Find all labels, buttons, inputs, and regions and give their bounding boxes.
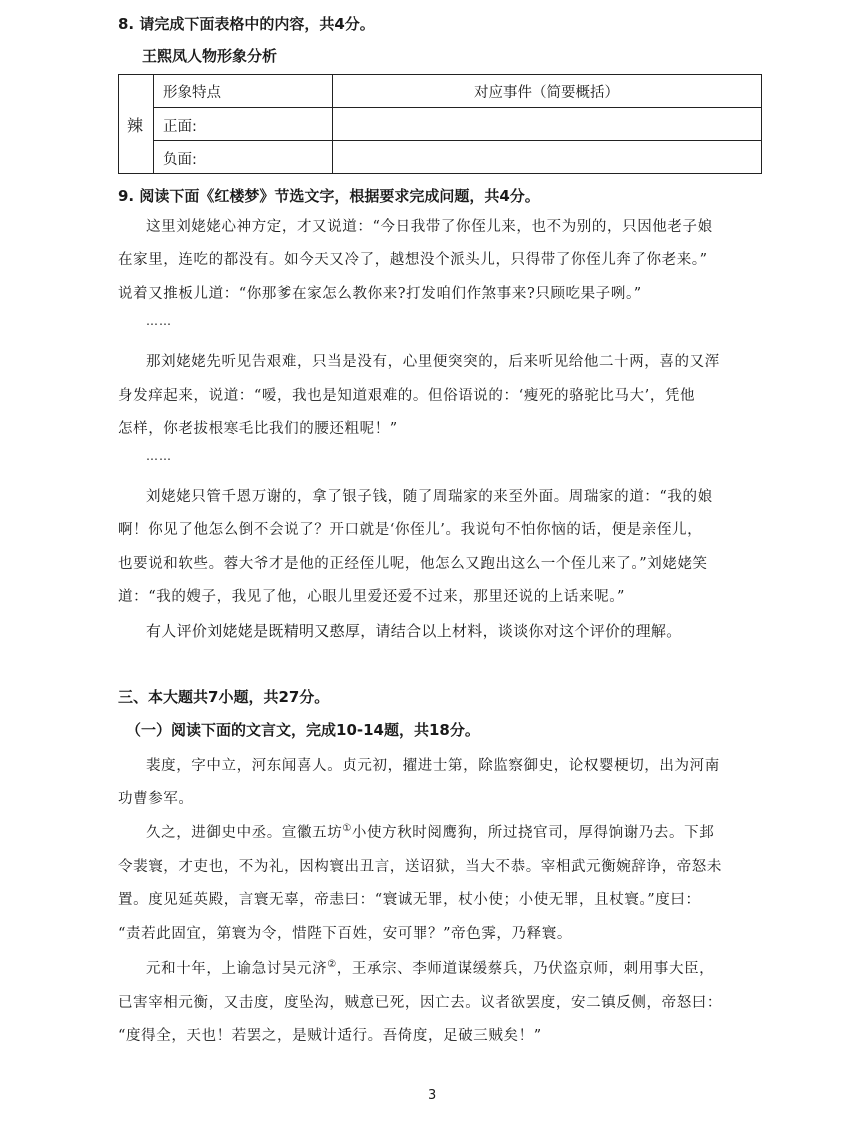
- q9-p2-line3: 怎样，你老拔根寒毛比我们的腰还粗呢！”: [118, 421, 398, 437]
- q9-p1-line1: 这里刘姥姥心神方定，才又说道：“今日我带了你侄儿来，也不为别的，只因他老子娘: [146, 219, 713, 235]
- s3-p2-line4: “责若此固宜，第寰为令，惜陛下百姓，安可罪？”帝色霁，乃释寰。: [118, 926, 572, 942]
- q9-p3-line3: 也要说和软些。蓉大爷才是他的正经侄儿呢，他怎么又跑出这么一个侄儿来了。”刘姥姥笑: [118, 556, 708, 572]
- footnote-marker-1: ①: [342, 823, 352, 835]
- footnote-marker-2: ②: [327, 959, 337, 971]
- s3-p2-line1-b: 小使方秋时阅鹰狗，所过挠官司，厚得饷谢乃去。下邽: [351, 825, 715, 841]
- table-row-positive: 正面:: [163, 119, 197, 135]
- page-number: 3: [428, 1088, 437, 1103]
- table-side-label: 辣: [127, 116, 144, 135]
- q9-p3-line4: 道：“我的嫂子，我见了他，心眼儿里爱还爱不过来，那里还说的上话来呢。”: [118, 589, 626, 605]
- s3-p2-line3: 置。度见延英殿，言寰无辜，帝恚曰：“寰诚无罪，杖小使；小使无罪，且杖寰。”度曰：: [118, 892, 701, 908]
- s3-p3-line2: 已害宰相元衡，又击度，度坠沟，贼意已死，因亡去。议者欲罢度，安二镇反侧，帝怒曰：: [118, 995, 722, 1011]
- q9-p3-line1: 刘姥姥只管千恩万谢的，拿了银子钱，随了周瑞家的来至外面。周瑞家的道：“我的娘: [146, 489, 713, 505]
- s3-p2-line1: [146, 821, 714, 842]
- table-row-negative: 负面:: [163, 152, 197, 168]
- analysis-table: [118, 74, 762, 174]
- s3-p3-line1: [146, 957, 714, 978]
- table-header-trait: 形象特点: [163, 85, 221, 101]
- s3-p2-line2: 令裴寰，才吏也，不为礼，因构寰出丑言，送诏狱，当大不恭。宰相武元衡婉辞诤，帝怒未: [118, 859, 722, 875]
- q9-p1-line3: 说着又推板儿道：“你那爹在家怎么教你来?打发咱们作煞事来?只顾吃果子咧。”: [118, 286, 642, 302]
- s3-p1-line1: 裴度，字中立，河东闻喜人。贞元初，擢进士第，除监察御史，论权婴梗切，出为河南: [146, 758, 720, 774]
- s3-p3-line1-a: 元和十年，上谕急讨吴元济: [146, 961, 328, 977]
- q9-ellipsis-2: ……: [146, 449, 172, 463]
- table-header-event: 对应事件（简要概括）: [474, 85, 619, 101]
- q9-p2-line2: 身发痒起来，说道：“嗳，我也是知道艰难的。但俗语说的：‘瘦死的骆驼比马大’，凭他: [118, 388, 696, 404]
- q9-prompt: 有人评价刘姥姥是既精明又憨厚，请结合以上材料，谈谈你对这个评价的理解。: [146, 622, 682, 640]
- q9-ellipsis-1: ……: [146, 314, 172, 328]
- s3-p3-line3: “度得全，天也！若罢之，是贼计适行。吾倚度，足破三贼矣！”: [118, 1028, 542, 1044]
- q8-title: 8. 请完成下面表格中的内容，共4分。: [118, 15, 375, 33]
- s3-p3-line1-b: ，王承宗、李师道谋缓蔡兵，乃伏盗京师，刺用事大臣，: [336, 961, 715, 977]
- q9-title: 9. 阅读下面《红楼梦》节选文字，根据要求完成问题，共4分。: [118, 187, 540, 205]
- s3-p2-line1-a: 久之，进御史中丞。宣徽五坊: [146, 825, 343, 841]
- q8-table-title: 王熙凤人物形象分析: [142, 47, 278, 65]
- q9-p3-line2: 啊！你见了他怎么倒不会说了？开口就是‘你侄儿’。我说句不怕你恼的话，便是亲侄儿，: [118, 522, 703, 538]
- section3-title: 三、本大题共7小题，共27分。: [118, 688, 330, 706]
- q9-p1-line2: 在家里，连吃的都没有。如今天又冷了，越想没个派头儿，只得带了你侄儿奔了你老来。”: [118, 252, 708, 268]
- section3-subtitle: （一）阅读下面的文言文，完成10-14题，共18分。: [126, 721, 480, 739]
- s3-p1-line2: 功曹参军。: [118, 791, 194, 807]
- q9-p2-line1: 那刘姥姥先听见告艰难，只当是没有，心里便突突的，后来听见给他二十两，喜的又浑: [146, 354, 720, 370]
